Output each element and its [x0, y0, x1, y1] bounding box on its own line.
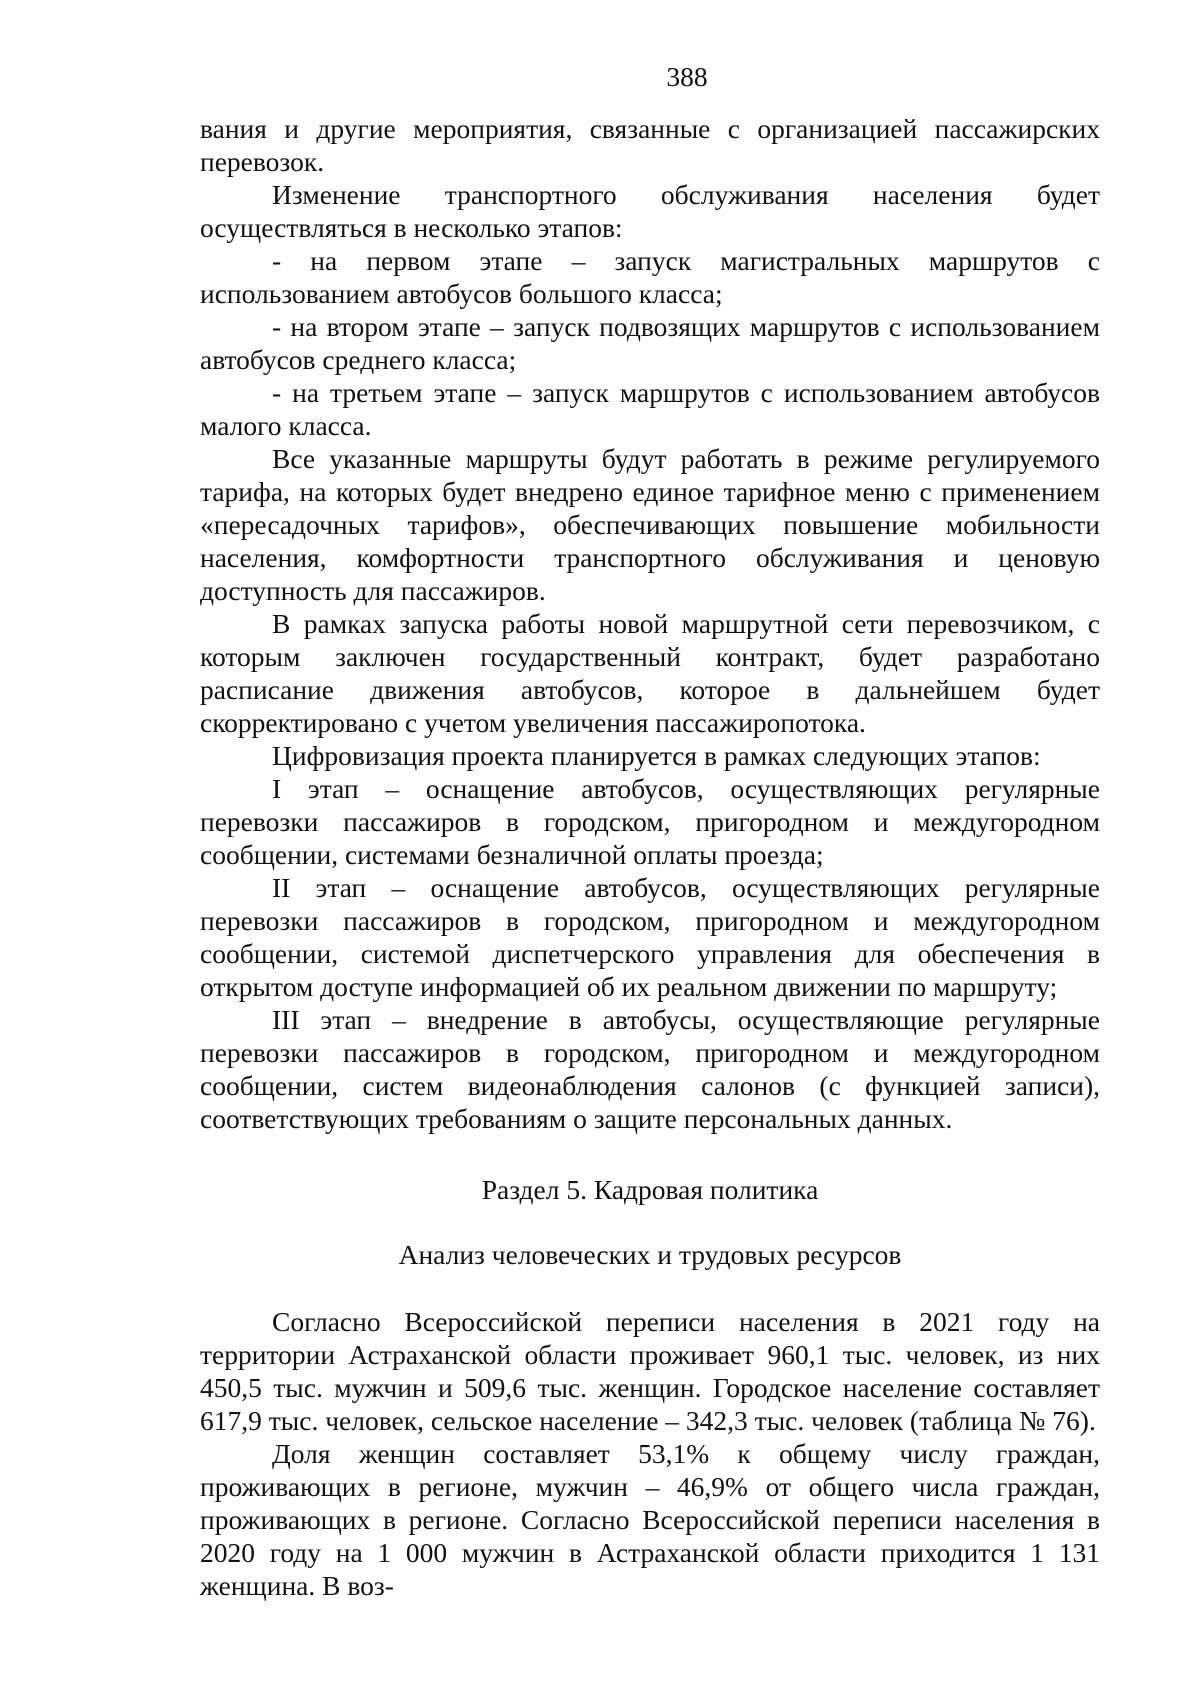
paragraph: Изменение транспортного обслуживания населения будет осуществляться в несколько этапов: [200, 179, 1100, 243]
section-heading: Раздел 5. Кадровая политика [481, 1174, 819, 1205]
list-item: I этап – оснащение автобусов, осуществляющих регулярные перевозки пассажиров в городском, пригородном и междугородном сообщении, системами безналичной оплаты проезда; [200, 773, 1100, 870]
paragraph: Согласно Всероссийской переписи населения в 2021 году на территории Астраханской области проживает 960,1 тыс. человек, из них 450,5 тыс. мужчин и 509,6 тыс. женщин. Городское население составляет 617,9 тыс. человек, сельское население – 342,3 тыс. человек (таблица № 76). [200, 1306, 1100, 1436]
paragraph: В рамках запуска работы новой маршрутной сети перевозчиком, с которым заключен государственный контракт, будет разработано расписание движения автобусов, которое в дальнейшем будет скорректировано с учетом увеличения пассажиропотока. [200, 608, 1100, 738]
body-text-after [200, 1305, 1100, 1602]
paragraph: Доля женщин составляет 53,1% к общему числу граждан, проживающих в регионе, мужчин – 46,9% от общего числа граждан, проживающих в регионе. Согласно Всероссийской переписи населения в 2020 году на 1 000 мужчин в Астраханской области приходится 1 131 женщина. В воз- [200, 1438, 1100, 1601]
list-item: II этап – оснащение автобусов, осуществляющих регулярные перевозки пассажиров в городском, пригородном и междугородном сообщении, системой диспетчерского управления для обеспечения в открытом доступе информацией об их реальном движении по маршруту; [200, 872, 1100, 1002]
document-page [200, 60, 1100, 1602]
subsection-heading: Анализ человеческих и трудовых ресурсов [398, 1239, 902, 1270]
paragraph: вания и другие мероприятия, связанные с организацией пассажирских перевозок. [200, 113, 1100, 177]
page-number: 388 [666, 61, 708, 92]
paragraph: Все указанные маршруты будут работать в режиме регулируемого тарифа, на которых будет внедрено единое тарифное меню с применением «пересадочных тарифов», обеспечивающих повышение мобильности населения, комфортности транспортного обслуживания и ценовую доступность для пассажиров. [200, 443, 1100, 606]
list-item: - на первом этапе – запуск магистральных маршрутов с использованием автобусов большого класса; [200, 245, 1100, 309]
body-text-before [200, 112, 1100, 1135]
list-item: - на третьем этапе – запуск маршрутов с использованием автобусов малого класса. [200, 377, 1100, 441]
list-item: - на втором этапе – запуск подвозящих маршрутов с использованием автобусов среднего класса; [200, 311, 1100, 375]
paragraph: Цифровизация проекта планируется в рамках следующих этапов: [272, 740, 1041, 771]
list-item: III этап – внедрение в автобусы, осуществляющие регулярные перевозки пассажиров в городском, пригородном и междугородном сообщении, систем видеонаблюдения салонов (с функцией записи), соответствующих требованиям о защите персональных данных. [200, 1004, 1100, 1134]
